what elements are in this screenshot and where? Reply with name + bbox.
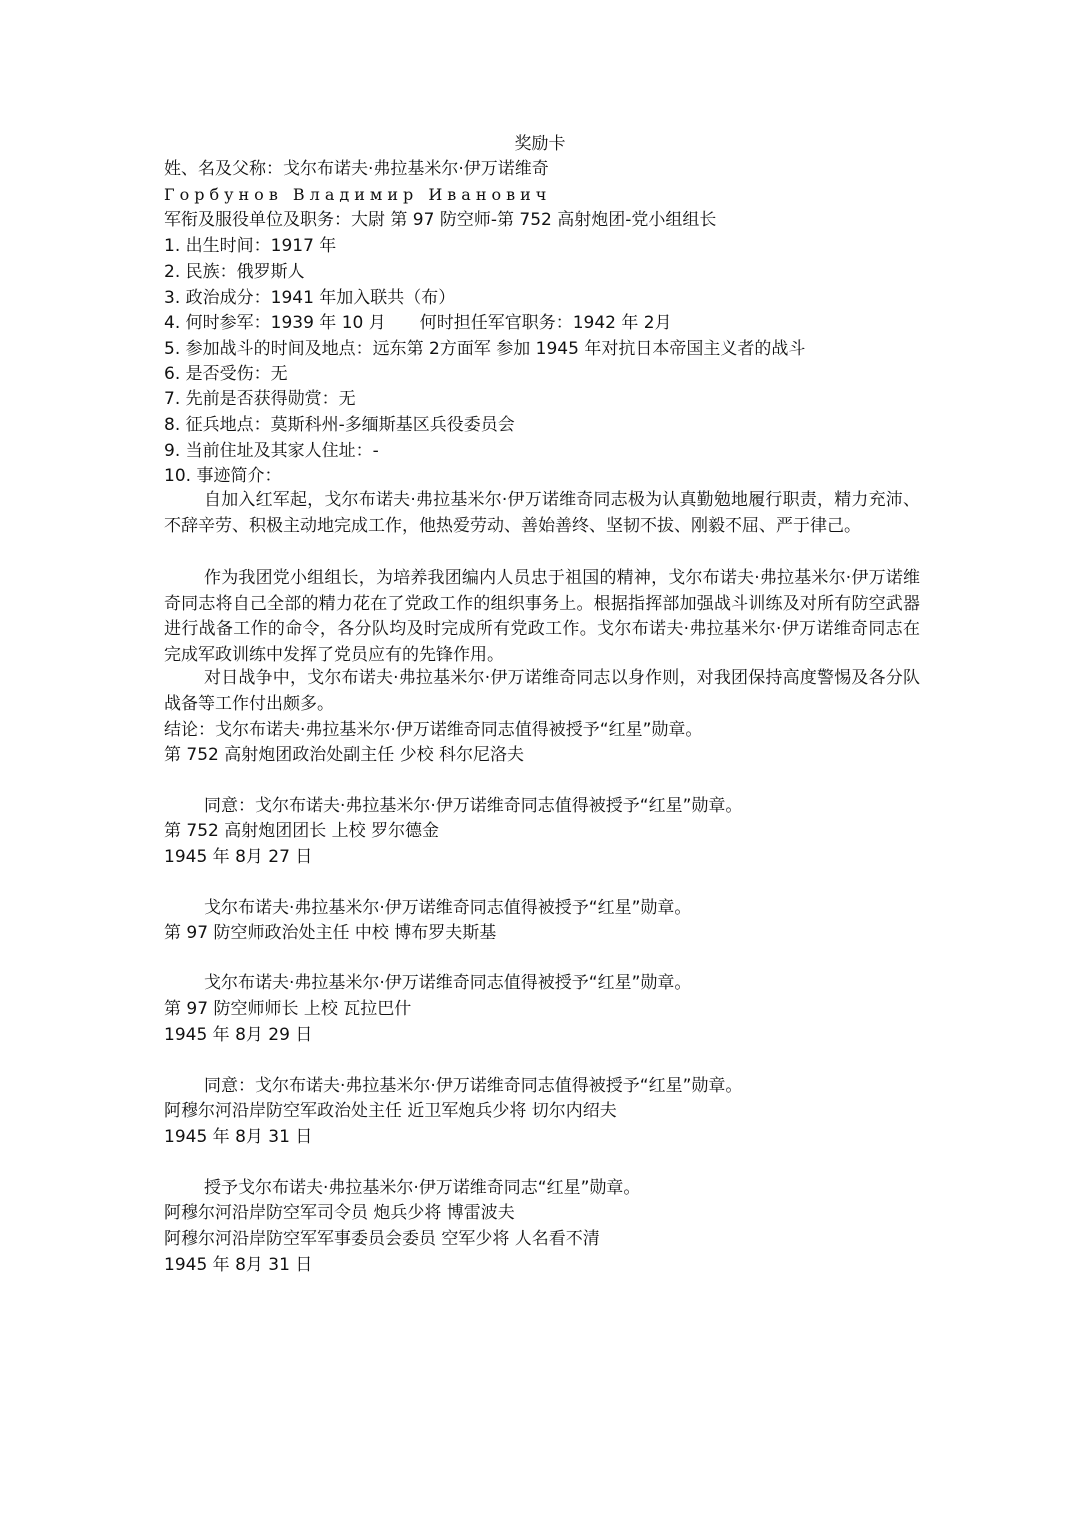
item-ethnicity: 2. 民族：俄罗斯人 bbox=[164, 262, 305, 282]
summary-paragraph: 自加入红军起，戈尔布诺夫·弗拉基米尔·伊万诺维奇同志极为认真勤勉地履行职责，精力充沛、不辞辛劳、积极主动地完成工作，他热爱劳动、善始善终、坚韧不拔、刚毅不屈、严于律己。 bbox=[164, 490, 920, 536]
endorsement-text: 戈尔布诺夫·弗拉基米尔·伊万诺维奇同志值得被授予“红星”勋章。 bbox=[204, 898, 692, 918]
document-title: 奖励卡 bbox=[514, 134, 566, 154]
item-party: 3. 政治成分：1941 年加入联共（布） bbox=[164, 288, 456, 308]
summary-paragraph: 对日战争中，戈尔布诺夫·弗拉基米尔·伊万诺维奇同志以身作则，对我团保持高度警惕及各分队战备等工作付出颇多。 bbox=[164, 668, 920, 714]
endorsement-text: 同意：戈尔布诺夫·弗拉基米尔·伊万诺维奇同志值得被授予“红星”勋章。 bbox=[204, 796, 743, 816]
item-birth: 1. 出生时间：1917 年 bbox=[164, 236, 337, 256]
award-decision-signer: 阿穆尔河沿岸防空军司令员 炮兵少将 博雷波夫 bbox=[164, 1203, 515, 1223]
conclusion-text: 结论：戈尔布诺夫·弗拉基米尔·伊万诺维奇同志值得被授予“红星”勋章。 bbox=[164, 720, 703, 740]
award-decision-date: 1945 年 8月 31 日 bbox=[164, 1255, 313, 1275]
item-summary-heading: 10. 事迹简介： bbox=[164, 466, 282, 486]
award-decision-signer: 阿穆尔河沿岸防空军军事委员会委员 空军少将 人名看不清 bbox=[164, 1229, 600, 1249]
award-decision-text: 授予戈尔布诺夫·弗拉基米尔·伊万诺维奇同志“红星”勋章。 bbox=[204, 1178, 641, 1198]
item-previous-awards: 7. 先前是否获得勋赏：无 bbox=[164, 389, 356, 409]
name-line: 姓、名及父称：戈尔布诺夫·弗拉基米尔·伊万诺维奇 bbox=[164, 159, 549, 179]
endorsement-date: 1945 年 8月 27 日 bbox=[164, 847, 313, 867]
endorsement-signer: 阿穆尔河沿岸防空军政治处主任 近卫军炮兵少将 切尔内绍夫 bbox=[164, 1101, 617, 1121]
item-draft-office: 8. 征兵地点：莫斯科州-多缅斯基区兵役委员会 bbox=[164, 415, 515, 435]
rank-unit-line: 军衔及服役单位及职务：大尉 第 97 防空师-第 752 高射炮团-党小组组长 bbox=[164, 210, 717, 230]
summary-paragraph: 作为我团党小组组长，为培养我团编内人员忠于祖国的精神，戈尔布诺夫·弗拉基米尔·伊万诺维奇同志将自己全部的精力花在了党政工作的组织事务上。根据指挥部加强战斗训练及对所有防空武器进行战备工作的命令，各分队均及时完成所有党政工作。戈尔布诺夫·弗拉基米尔·伊万诺维奇同志在完成军政训练中发挥了党员应有的先锋作用。 bbox=[164, 568, 920, 665]
item-battles: 5. 参加战斗的时间及地点：远东第 2方面军 参加 1945 年对抗日本帝国主义者的战斗 bbox=[164, 339, 806, 359]
endorsement-signer: 第 97 防空师师长 上校 瓦拉巴什 bbox=[164, 999, 412, 1019]
endorsement-date: 1945 年 8月 29 日 bbox=[164, 1025, 313, 1045]
endorsement-date: 1945 年 8月 31 日 bbox=[164, 1127, 313, 1147]
item-address: 9. 当前住址及其家人住址：- bbox=[164, 441, 379, 461]
endorsement-signer: 第 97 防空师政治处主任 中校 博布罗夫斯基 bbox=[164, 923, 497, 943]
item-enlistment: 4. 何时参军：1939 年 10 月 何时担任军官职务：1942 年 2月 bbox=[164, 313, 672, 333]
endorsement-text: 同意：戈尔布诺夫·弗拉基米尔·伊万诺维奇同志值得被授予“红星”勋章。 bbox=[204, 1076, 743, 1096]
conclusion-signer: 第 752 高射炮团政治处副主任 少校 科尔尼洛夫 bbox=[164, 745, 525, 765]
endorsement-signer: 第 752 高射炮团团长 上校 罗尔德金 bbox=[164, 821, 440, 841]
endorsement-text: 戈尔布诺夫·弗拉基米尔·伊万诺维奇同志值得被授予“红星”勋章。 bbox=[204, 973, 692, 993]
item-wounds: 6. 是否受伤：无 bbox=[164, 364, 288, 384]
name-russian: Горбунов Владимир Иванович bbox=[164, 185, 552, 204]
